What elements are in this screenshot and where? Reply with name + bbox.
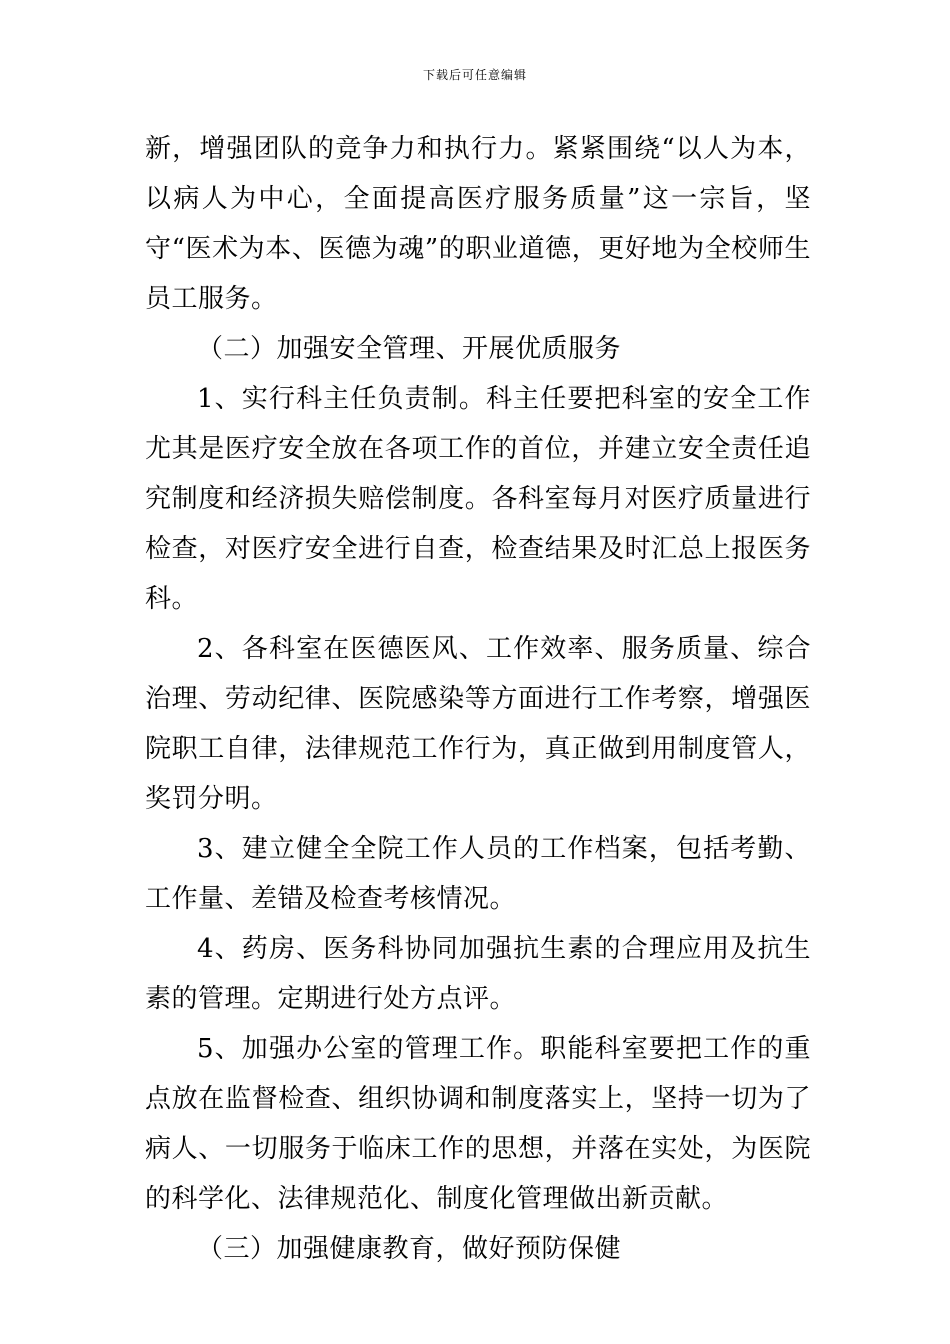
list-item-2: 2、各科室在医德医风、工作效率、服务质量、综合治理、劳动纪律、医院感染等方面进行工作考察，增强医院职工自律，法律规范工作行为，真正做到用制度管人，奖罚分明。 xyxy=(145,634,811,814)
list-item-1: 1、实行科主任负责制。科主任要把科室的安全工作尤其是医疗安全放在各项工作的首位，并建立安全责任追究制度和经济损失赔偿制度。各科室每月对医疗质量进行检查，对医疗安全进行自查，检查结果及时汇总上报医务科。 xyxy=(145,384,811,614)
list-item-3: 3、建立健全全院工作人员的工作档案，包括考勤、工作量、差错及检查考核情况。 xyxy=(145,834,811,914)
paragraph-continuation: 新，增强团队的竞争力和执行力。紧紧围绕“以人为本，以病人为中心，全面提高医疗服务质量”这一宗旨，坚守“医术为本、医德为魂”的职业道德，更好地为全校师生员工服务。 xyxy=(145,134,811,314)
document-body xyxy=(145,124,811,1274)
page-header: 下载后可任意编辑 xyxy=(422,68,527,82)
list-item-4: 4、药房、医务科协同加强抗生素的合理应用及抗生素的管理。定期进行处方点评。 xyxy=(145,934,811,1014)
section-heading-2: （二）加强安全管理、开展优质服务 xyxy=(197,334,622,364)
list-item-5: 5、加强办公室的管理工作。职能科室要把工作的重点放在监督检查、组织协调和制度落实上，坚持一切为了病人、一切服务于临床工作的思想，并落在实处，为医院的科学化、法律规范化、制度化管理做出新贡献。 xyxy=(145,1034,811,1214)
section-heading-3: （三）加强健康教育，做好预防保健 xyxy=(197,1234,622,1264)
